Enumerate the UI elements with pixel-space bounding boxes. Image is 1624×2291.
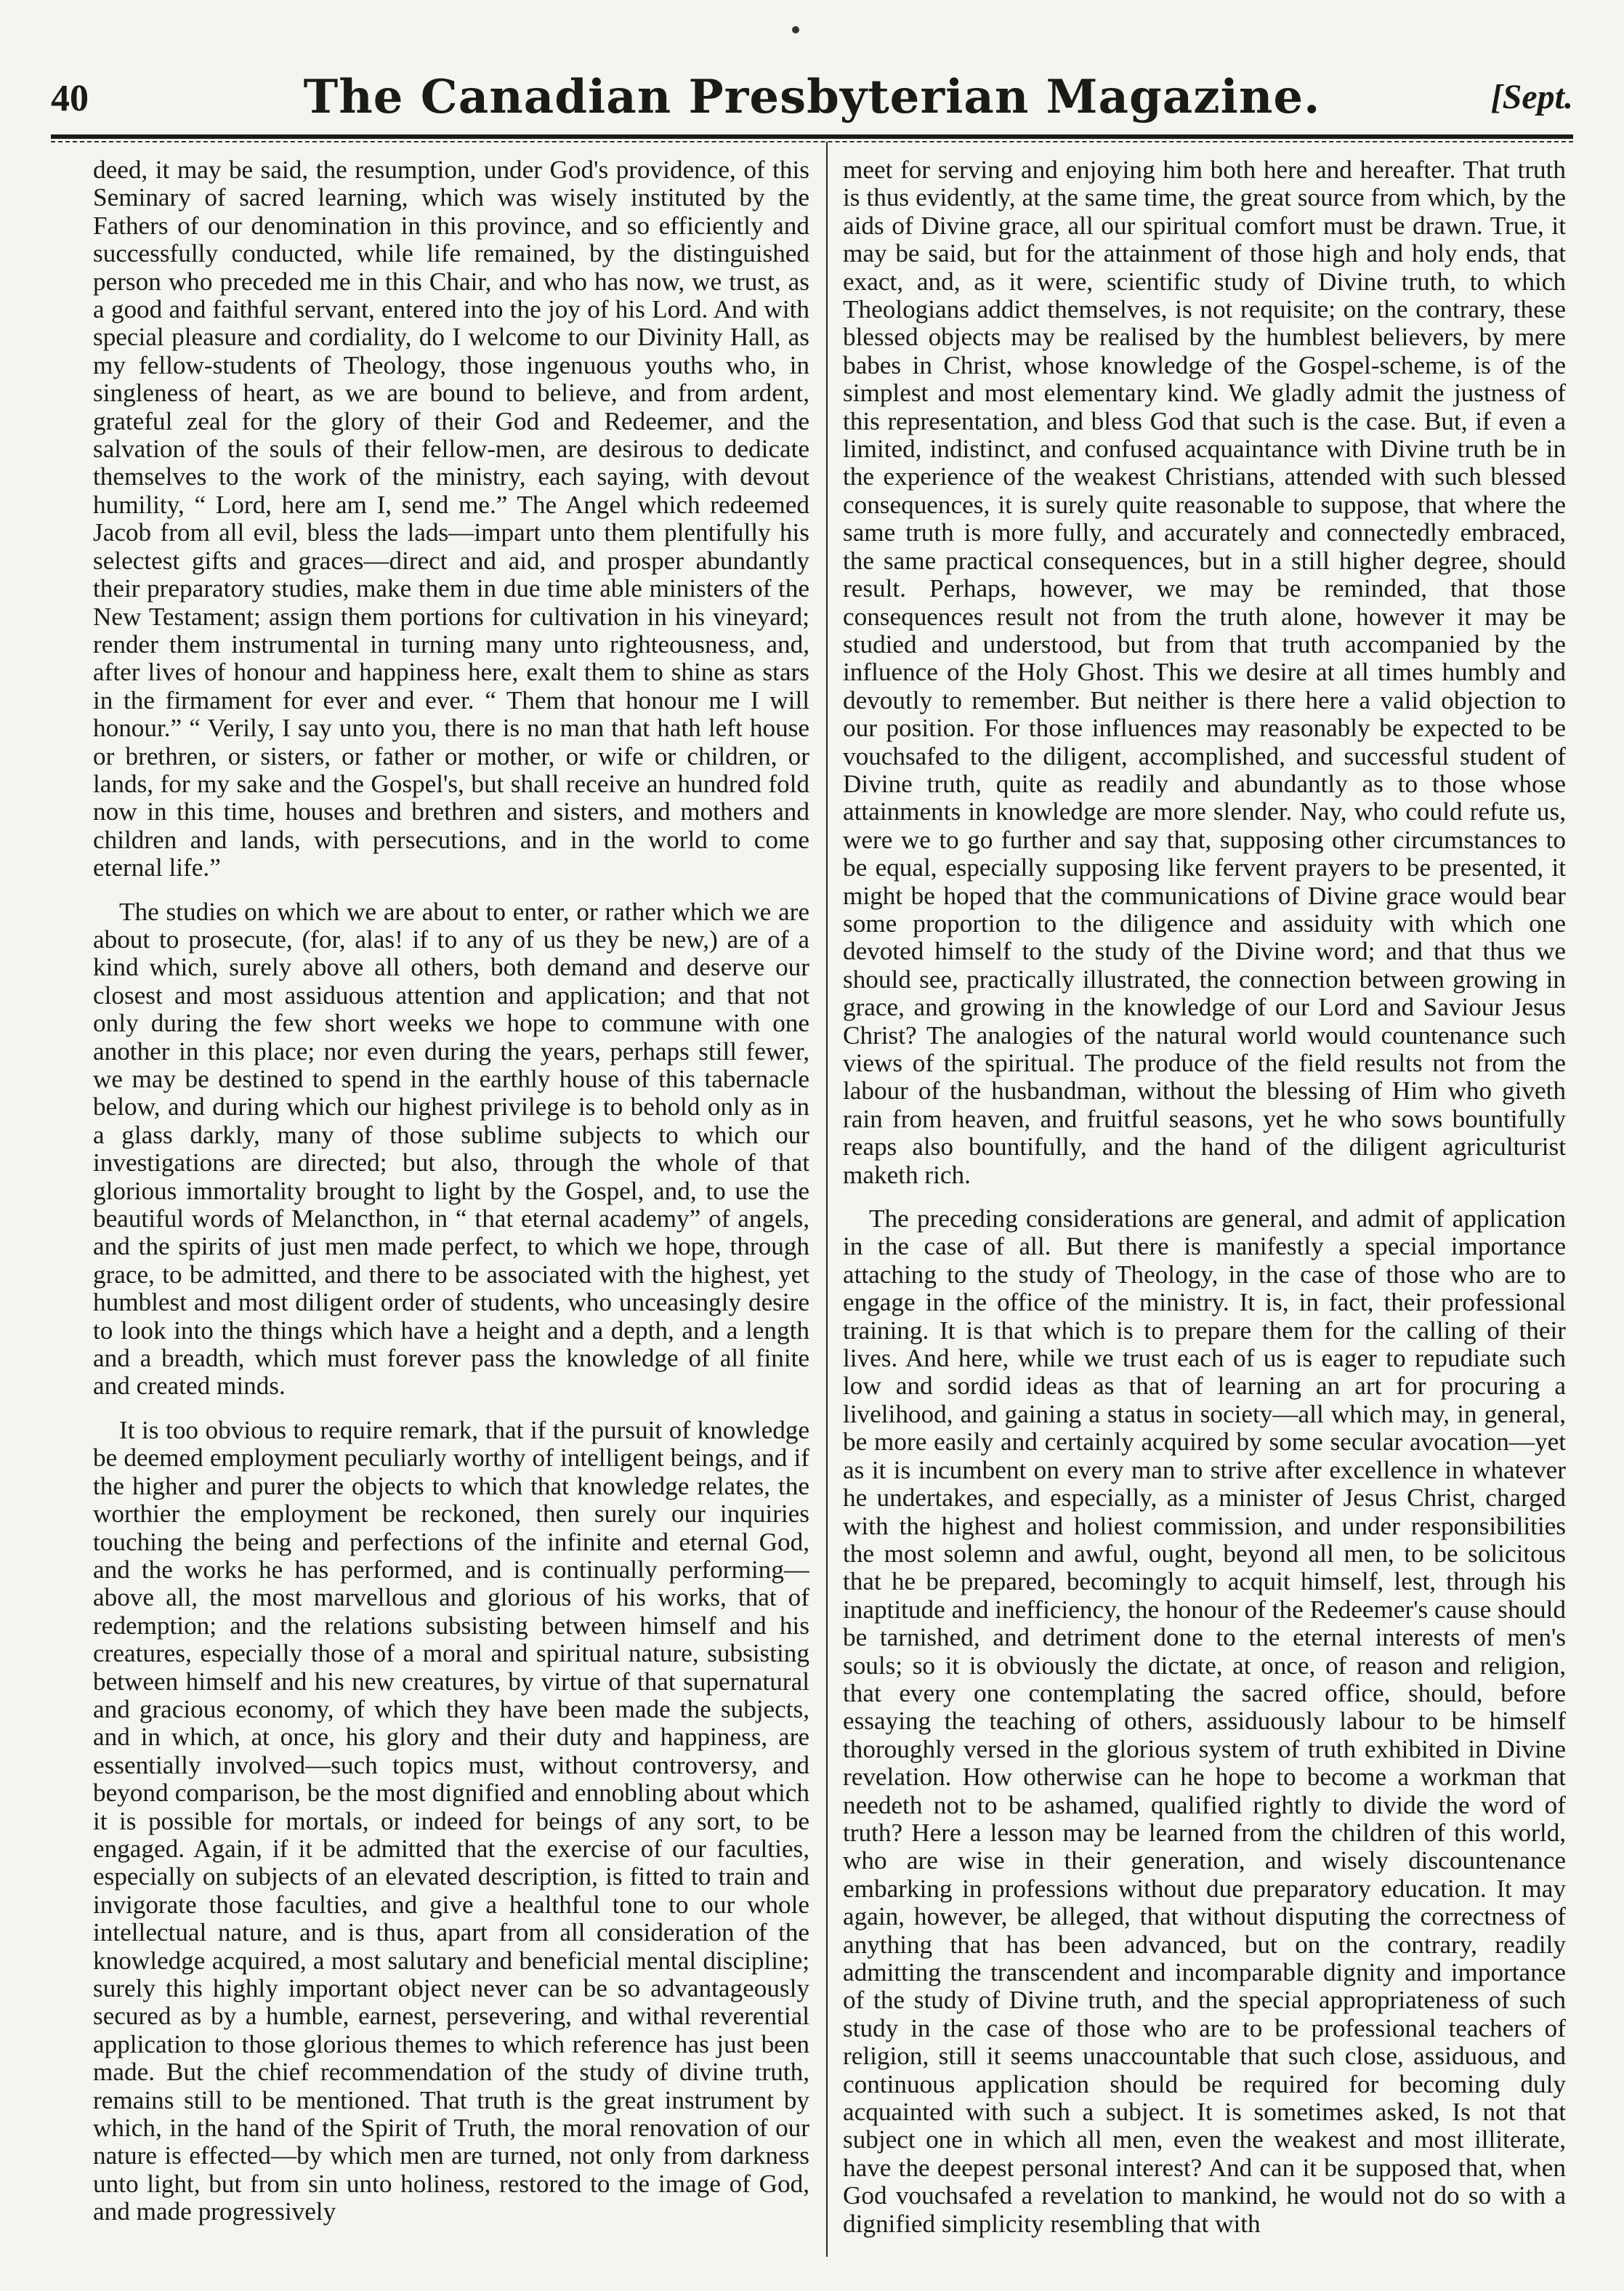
- paragraph: meet for serving and enjoying him both here and hereafter. That truth is thus evidently, at the same time, the great source from which, by the aids of Divine grace, all our spiritual comfort must be drawn. True, it may be said, but for the attainment of those high and holy ends, that exact, and, as it were, scientific study of Divine truth, to which Theologians addict themselves, is not requisite; on the contrary, these blessed objects may be realised by the humblest believers, by mere babes in Christ, whose knowledge of the Gospel-scheme, is of the simplest and most elementary kind. We gladly admit the justness of this representation, and bless God that such is the case. But, if even a limited, indistinct, and confused acquaintance with Divine truth be in the experience of the weakest Christians, attended with such blessed consequences, it is surely quite reasonable to suppose, that where the same truth is more fully, and accurately and connectedly embraced, the same practical consequences, but in a still higher degree, should result. Perhaps, however, we may be reminded, that those consequences result not from the truth alone, however it may be studied and understood, but from that truth accompanied by the influence of the Holy Ghost. This we desire at all times humbly and devoutly to remember. But neither is there here a valid objection to our position. For those influences may reasonably be expected to be vouchsafed to the diligent, accomplished, and successful student of Divine truth, quite as readily and abundantly as to those whose attainments in knowledge are more slender. Nay, who could refute us, were we to go further and say that, supposing other circumstances to be equal, especially supposing like fervent prayers to be presented, it might be hoped that the communications of Divine grace would bear some proportion to the diligence and assiduity with which one devoted himself to the study of the Divine word; and that thus we should see, practically illustrated, the connection between growing in grace, and growing in the knowledge of our Lord and Saviour Jesus Christ? The analogies of the natural world would countenance such views of the spiritual. The produce of the field results not from the labour of the husbandman, without the blessing of Him who giveth rain from heaven, and fruitful seasons, yet he who sows bountifully reaps also bountifully, and the hand of the diligent agriculturist maketh rich.: [843, 156, 1566, 1189]
- page-header: [51, 58, 1573, 131]
- magazine-title: The Canadian Presbyterian Magazine.: [303, 70, 1321, 124]
- paragraph: The preceding considerations are general, and admit of application in the case of all. But there is manifestly a special importance attaching to the study of Theology, in the case of those who are to engage in the office of the ministry. It is, in fact, their professional training. It is that which is to prepare them for the calling of their lives. And here, while we trust each of us is eager to repudiate such low and sordid ideas as that of learning an art for procuring a livelihood, and gaining a status in society—all which may, in general, be more easily and certainly acquired by some secular avocation—yet as it is incumbent on every man to strive after excellence in whatever he undertakes, and especially, as a minister of Jesus Christ, charged with the highest and holiest commission, and under responsibilities the most solemn and awful, ought, beyond all men, to be solicitous that he be prepared, becomingly to acquit himself, lest, through his inaptitude and inefficiency, the honour of the Redeemer's cause should be tarnished, and detriment done to the eternal interests of men's souls; so it is obviously the dictate, at once, of reason and religion, that every one contemplating the sacred office, should, before essaying the teaching of others, assiduously labour to be himself thoroughly versed in the glorious system of truth exhibited in Divine revelation. How otherwise can he hope to become a workman that needeth not to be ashamed, qualified rightly to divide the word of truth? Here a lesson may be learned from the children of this world, who are wise in their generation, and wisely discountenance embarking in professions without due preparatory education. It may again, however, be alleged, that without disputing the correctness of anything that has been advanced, but on the contrary, readily admitting the transcendent and incomparable dignity and importance of the study of Divine truth, and the special appropriateness of such study in the case of those who are to be professional teachers of religion, still it seems unaccountable that such close, assiduous, and continuous application should be required for becoming duly acquainted with such a subject. It is sometimes asked, Is not that subject one in which all men, even the weakest and most illiterate, have the deepest personal interest? And can it be supposed that, when God vouchsafed a revelation to mankind, he would not do so with a dignified simplicity resembling that with: [843, 1204, 1566, 2238]
- paragraph: It is too obvious to require remark, that if the pursuit of knowledge be deemed employment peculiarly worthy of intelligent beings, and if the higher and purer the objects to which that knowledge relates, the worthier the employment be reckoned, then surely our inquiries touching the being and perfections of the infinite and eternal God, and the works he has performed, and is continually performing—above all, the most marvellous and glorious of his works, that of redemption; and the relations subsisting between himself and his creatures, especially those of a moral and spiritual nature, subsisting between himself and his new creatures, by virtue of that supernatural and gracious economy, of which they have been made the subjects, and in which, at once, his glory and their duty and happiness, are essentially involved—such topics must, without controversy, and beyond comparison, be the most dignified and ennobling about which it is possible for mortals, or indeed for beings of any sort, to be engaged. Again, if it be admitted that the exercise of our faculties, especially on subjects of an elevated description, is fitted to train and invigorate those faculties, and give a healthful tone to our whole intellectual nature, and is thus, apart from all consideration of the knowledge acquired, a most salutary and beneficial mental discipline; surely this highly important object never can be so advantageously secured as by a humble, earnest, persevering, and withal reverential application to those glorious themes to which reference has just been made. But the chief recommendation of the study of divine truth, remains still to be mentioned. That truth is the great instrument by which, in the hand of the Spirit of Truth, the moral renovation of our nature is effected—by which men are turned, not only from darkness unto light, but from sin unto holiness, restored to the image of God, and made progressively: [93, 1415, 809, 2226]
- page-number: 40: [51, 78, 89, 119]
- right-column: [843, 156, 1566, 2264]
- header-rule: [51, 134, 1573, 139]
- paragraph: deed, it may be said, the resumption, under God's providence, of this Seminary of sacred learning, which was wisely instituted by the Fathers of our denomination in this province, and so efficiently and successfully conducted, while life remained, by the distinguished person who preceded me in this Chair, and who has now, we trust, as a good and faithful servant, entered into the joy of his Lord. And with special pleasure and cordiality, do I welcome to our Divinity Hall, as my fellow-students of Theology, those ingenuous youths who, in singleness of heart, as we are bound to believe, and from ardent, grateful zeal for the glory of their God and Redeemer, and the salvation of the souls of their fellow-men, are desirous to dedicate themselves to the work of the ministry, each saying, with devout humility, “ Lord, here am I, send me.” The Angel which redeemed Jacob from all evil, bless the lads—impart unto them plentifully his selectest gifts and graces—direct and aid, and prosper abundantly their preparatory studies, make them in due time able ministers of the New Testament; assign them portions for cultivation in his vineyard; render them instrumental in turning many unto righteousness, and, after lives of honour and happiness here, exalt them to shine as stars in the firmament for ever and ever. “ Them that honour me I will honour.” “ Verily, I say unto you, there is no man that hath left house or brethren, or sisters, or father or mother, or wife or children, or lands, for my sake and the Gospel's, but shall receive an hundred fold now in this time, houses and brethren and sisters, and mothers and children and lands, with persecutions, and in the world to come eternal life.”: [93, 156, 809, 882]
- left-column: [93, 156, 809, 2264]
- header-rule-secondary: [51, 141, 1573, 142]
- print-speck: [792, 26, 799, 33]
- paragraph: The studies on which we are about to enter, or rather which we are about to prosecute, (for, alas! if to any of us they be new,) are of a kind which, surely above all others, both demand and deserve our closest and most assiduous attention and application; and that not only during the few short weeks we hope to commune with one another in this place; nor even during the years, perhaps still fewer, we may be destined to spend in the earthly house of this tabernacle below, and during which our highest privilege is to behold only as in a glass darkly, many of those sublime subjects to which our investigations are directed; but also, through the whole of that glorious immortality brought to light by the Gospel, and, to use the beautiful words of Melancthon, in “ that eternal academy” of angels, and the spirits of just men made perfect, to which we hope, through grace, to be admitted, and there to be associated with the highest, yet humblest and most diligent order of students, who unceasingly desire to look into the things which have a height and a depth, and a length and a breadth, which must forever pass the knowledge of all finite and created minds.: [93, 897, 809, 1401]
- issue-month: [Sept.: [1490, 78, 1573, 116]
- column-divider: [826, 142, 828, 2257]
